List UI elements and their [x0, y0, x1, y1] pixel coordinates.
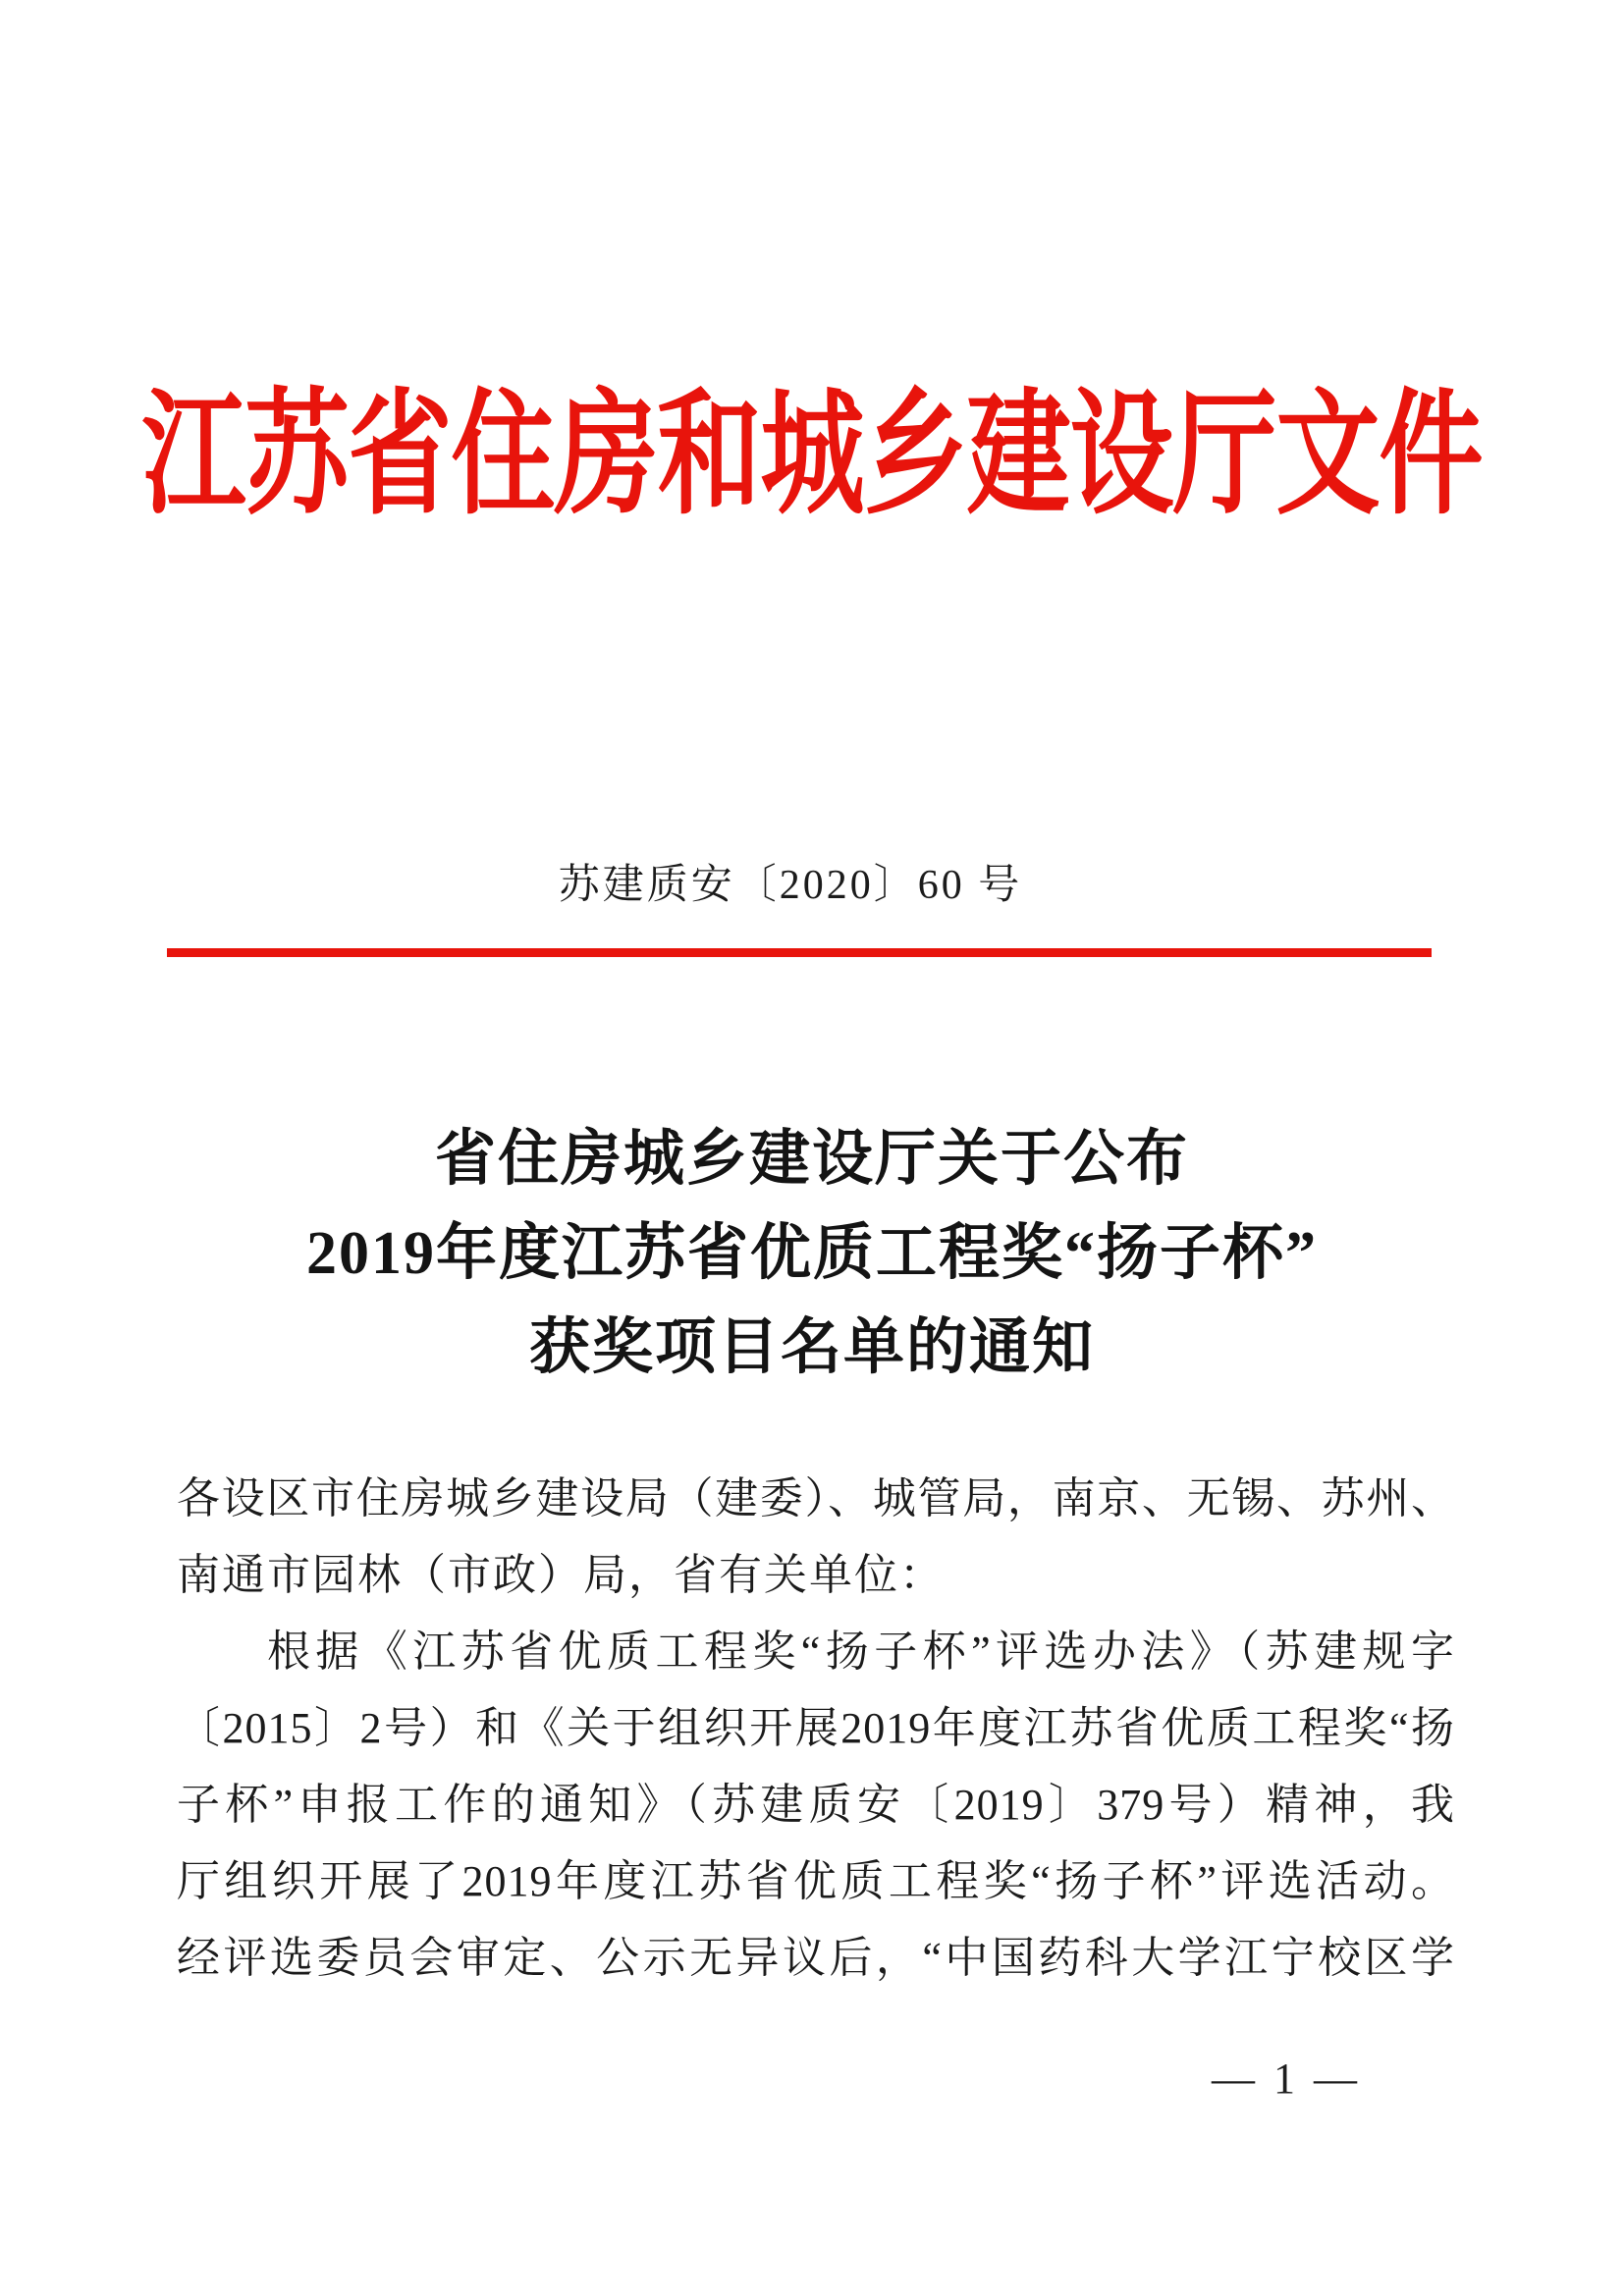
letterhead-title: 江苏省住房和城乡建设厅文件 — [141, 381, 1483, 531]
body-line-addressees-1: 各设区市住房城乡建设局（建委）、城管局，南京、无锡、苏州、 — [177, 1474, 1455, 1522]
notice-title-line-1: 省住房城乡建设厅关于公布 — [434, 1126, 1189, 1193]
body-line-paragraph-3: 子杯”申报工作的通知》（苏建质安〔2019〕379号）精神，我 — [177, 1781, 1455, 1829]
doc-reference-number: 苏建质安〔2020〕60 号 — [558, 863, 1023, 908]
notice-body — [177, 1461, 1455, 1997]
notice-title — [0, 1112, 1624, 1395]
body-line-paragraph-1: 根据《江苏省优质工程奖“扬子杯”评选办法》（苏建规字 — [267, 1628, 1455, 1676]
body-line-paragraph-2: 〔2015〕2号）和《关于组织开展2019年度江苏省优质工程奖“扬 — [177, 1704, 1455, 1752]
body-line-paragraph-4: 厅组织开展了2019年度江苏省优质工程奖“扬子杯”评选活动。 — [177, 1857, 1455, 1905]
notice-title-line-2: 2019年度江苏省优质工程奖“扬子杯” — [305, 1220, 1318, 1287]
notice-title-line-3: 获奖项目名单的通知 — [528, 1314, 1095, 1381]
body-line-paragraph-5: 经评选委员会审定、公示无异议后，“中国药科大学江宁校区学 — [177, 1934, 1455, 1982]
page-number: — 1 — — [1212, 2055, 1361, 2103]
body-line-addressees-2: 南通市园林（市政）局，省有关单位： — [177, 1551, 945, 1599]
red-divider-line — [167, 948, 1432, 957]
